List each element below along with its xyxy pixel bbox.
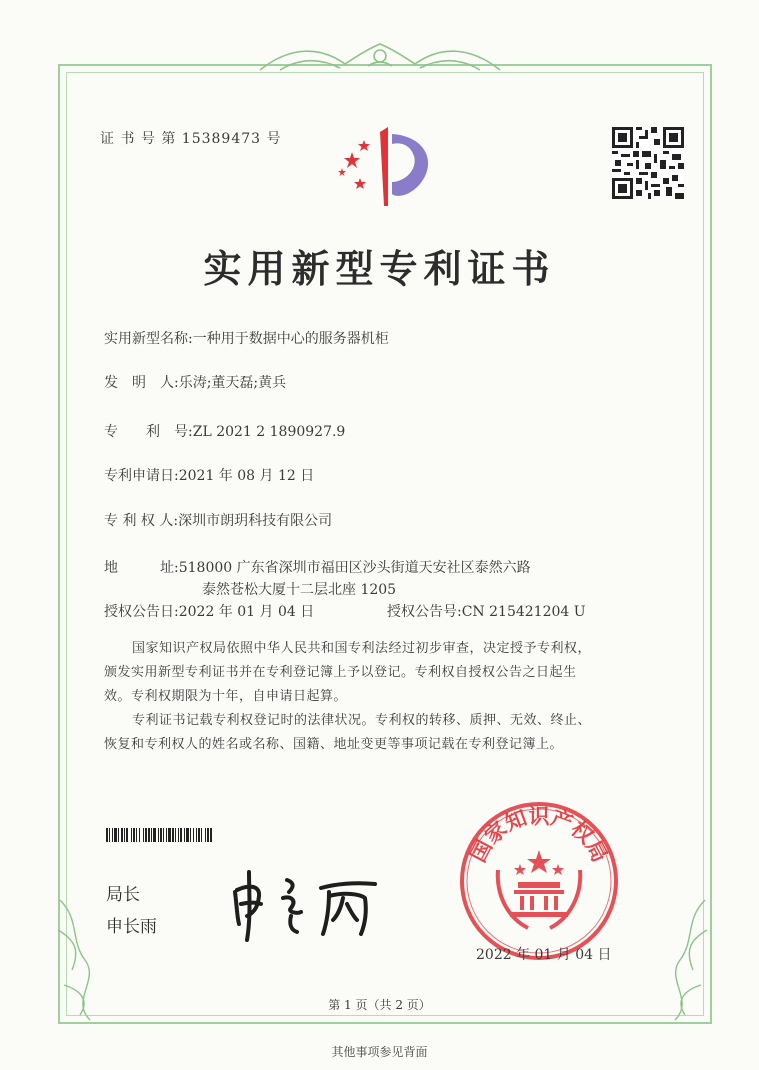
top-ornament-icon [250, 36, 510, 78]
seal-text: 国家知识产权局 [465, 804, 613, 867]
filing-date-value: 2021 年 08 月 12 日 [178, 468, 315, 484]
patent-number-label: 专 利 号: [104, 424, 193, 440]
utility-name-row [104, 328, 389, 350]
address-line1: 518000 广东省深圳市福田区沙头街道天安社区泰然六路 [178, 560, 531, 576]
director-name: 申长雨 [106, 917, 157, 937]
patent-number-row [104, 421, 345, 443]
certificate-number: 证 书 号 第 15389473 号 [100, 131, 282, 147]
patentee-value: 深圳市朗玥科技有限公司 [178, 513, 333, 529]
footer-note: 其他事项参见背面 [331, 1045, 428, 1059]
grant-date-row [104, 601, 314, 623]
grant-date-value: 2022 年 01 月 04 日 [178, 604, 315, 620]
inventor-row [104, 372, 286, 394]
address-row [104, 557, 531, 579]
patentee-label: 专 利 权 人: [104, 513, 179, 529]
statement-paragraph-1: 国家知识产权局依照中华人民共和国专利法经过初步审查，决定授予专利权，颁发实用新型专利证书并在专利登记簿上予以登记。专利权自授权公告之日起生效。专利权期限为十年，自申请日起算。 [104, 641, 592, 704]
address-line2: 泰然苍松大厦十二层北座 1205 [202, 582, 397, 598]
qr-code-icon [612, 127, 684, 199]
page-number: 第 1 页（共 2 页） [328, 998, 431, 1012]
filing-date-row [104, 465, 314, 487]
director-title: 局长 [106, 885, 140, 905]
cnipa-logo-icon [330, 122, 440, 210]
utility-name-label: 实用新型名称: [104, 331, 193, 347]
address-label: 地 址: [104, 560, 179, 576]
inventor-label: 发 明 人: [104, 375, 179, 391]
grant-number-row [387, 601, 586, 623]
grant-date-label: 授权公告日: [104, 604, 179, 620]
certificate-title: 实用新型专利证书 [203, 246, 556, 291]
statement-paragraph-2: 专利证书记载专利权登记时的法律状况。专利权的转移、质押、无效、终止、恢复和专利权人的姓名或名称、国籍、地址变更等事项记载在专利登记簿上。 [104, 713, 592, 752]
patentee-row [104, 510, 332, 532]
inventor-value: 乐涛;董天磊;黄兵 [178, 375, 287, 391]
director-signature-icon [225, 862, 395, 942]
official-seal-icon [458, 800, 620, 962]
grant-number-value: CN 215421204 U [461, 604, 586, 620]
patent-number-value: ZL 2021 2 1890927.9 [192, 424, 346, 440]
filing-date-label: 专利申请日: [104, 468, 179, 484]
seal-date: 2022 年 01 月 04 日 [476, 947, 612, 963]
barcode-icon [106, 828, 284, 842]
grant-number-label: 授权公告号: [387, 604, 462, 620]
utility-name-value: 一种用于数据中心的服务器机柜 [192, 331, 389, 347]
